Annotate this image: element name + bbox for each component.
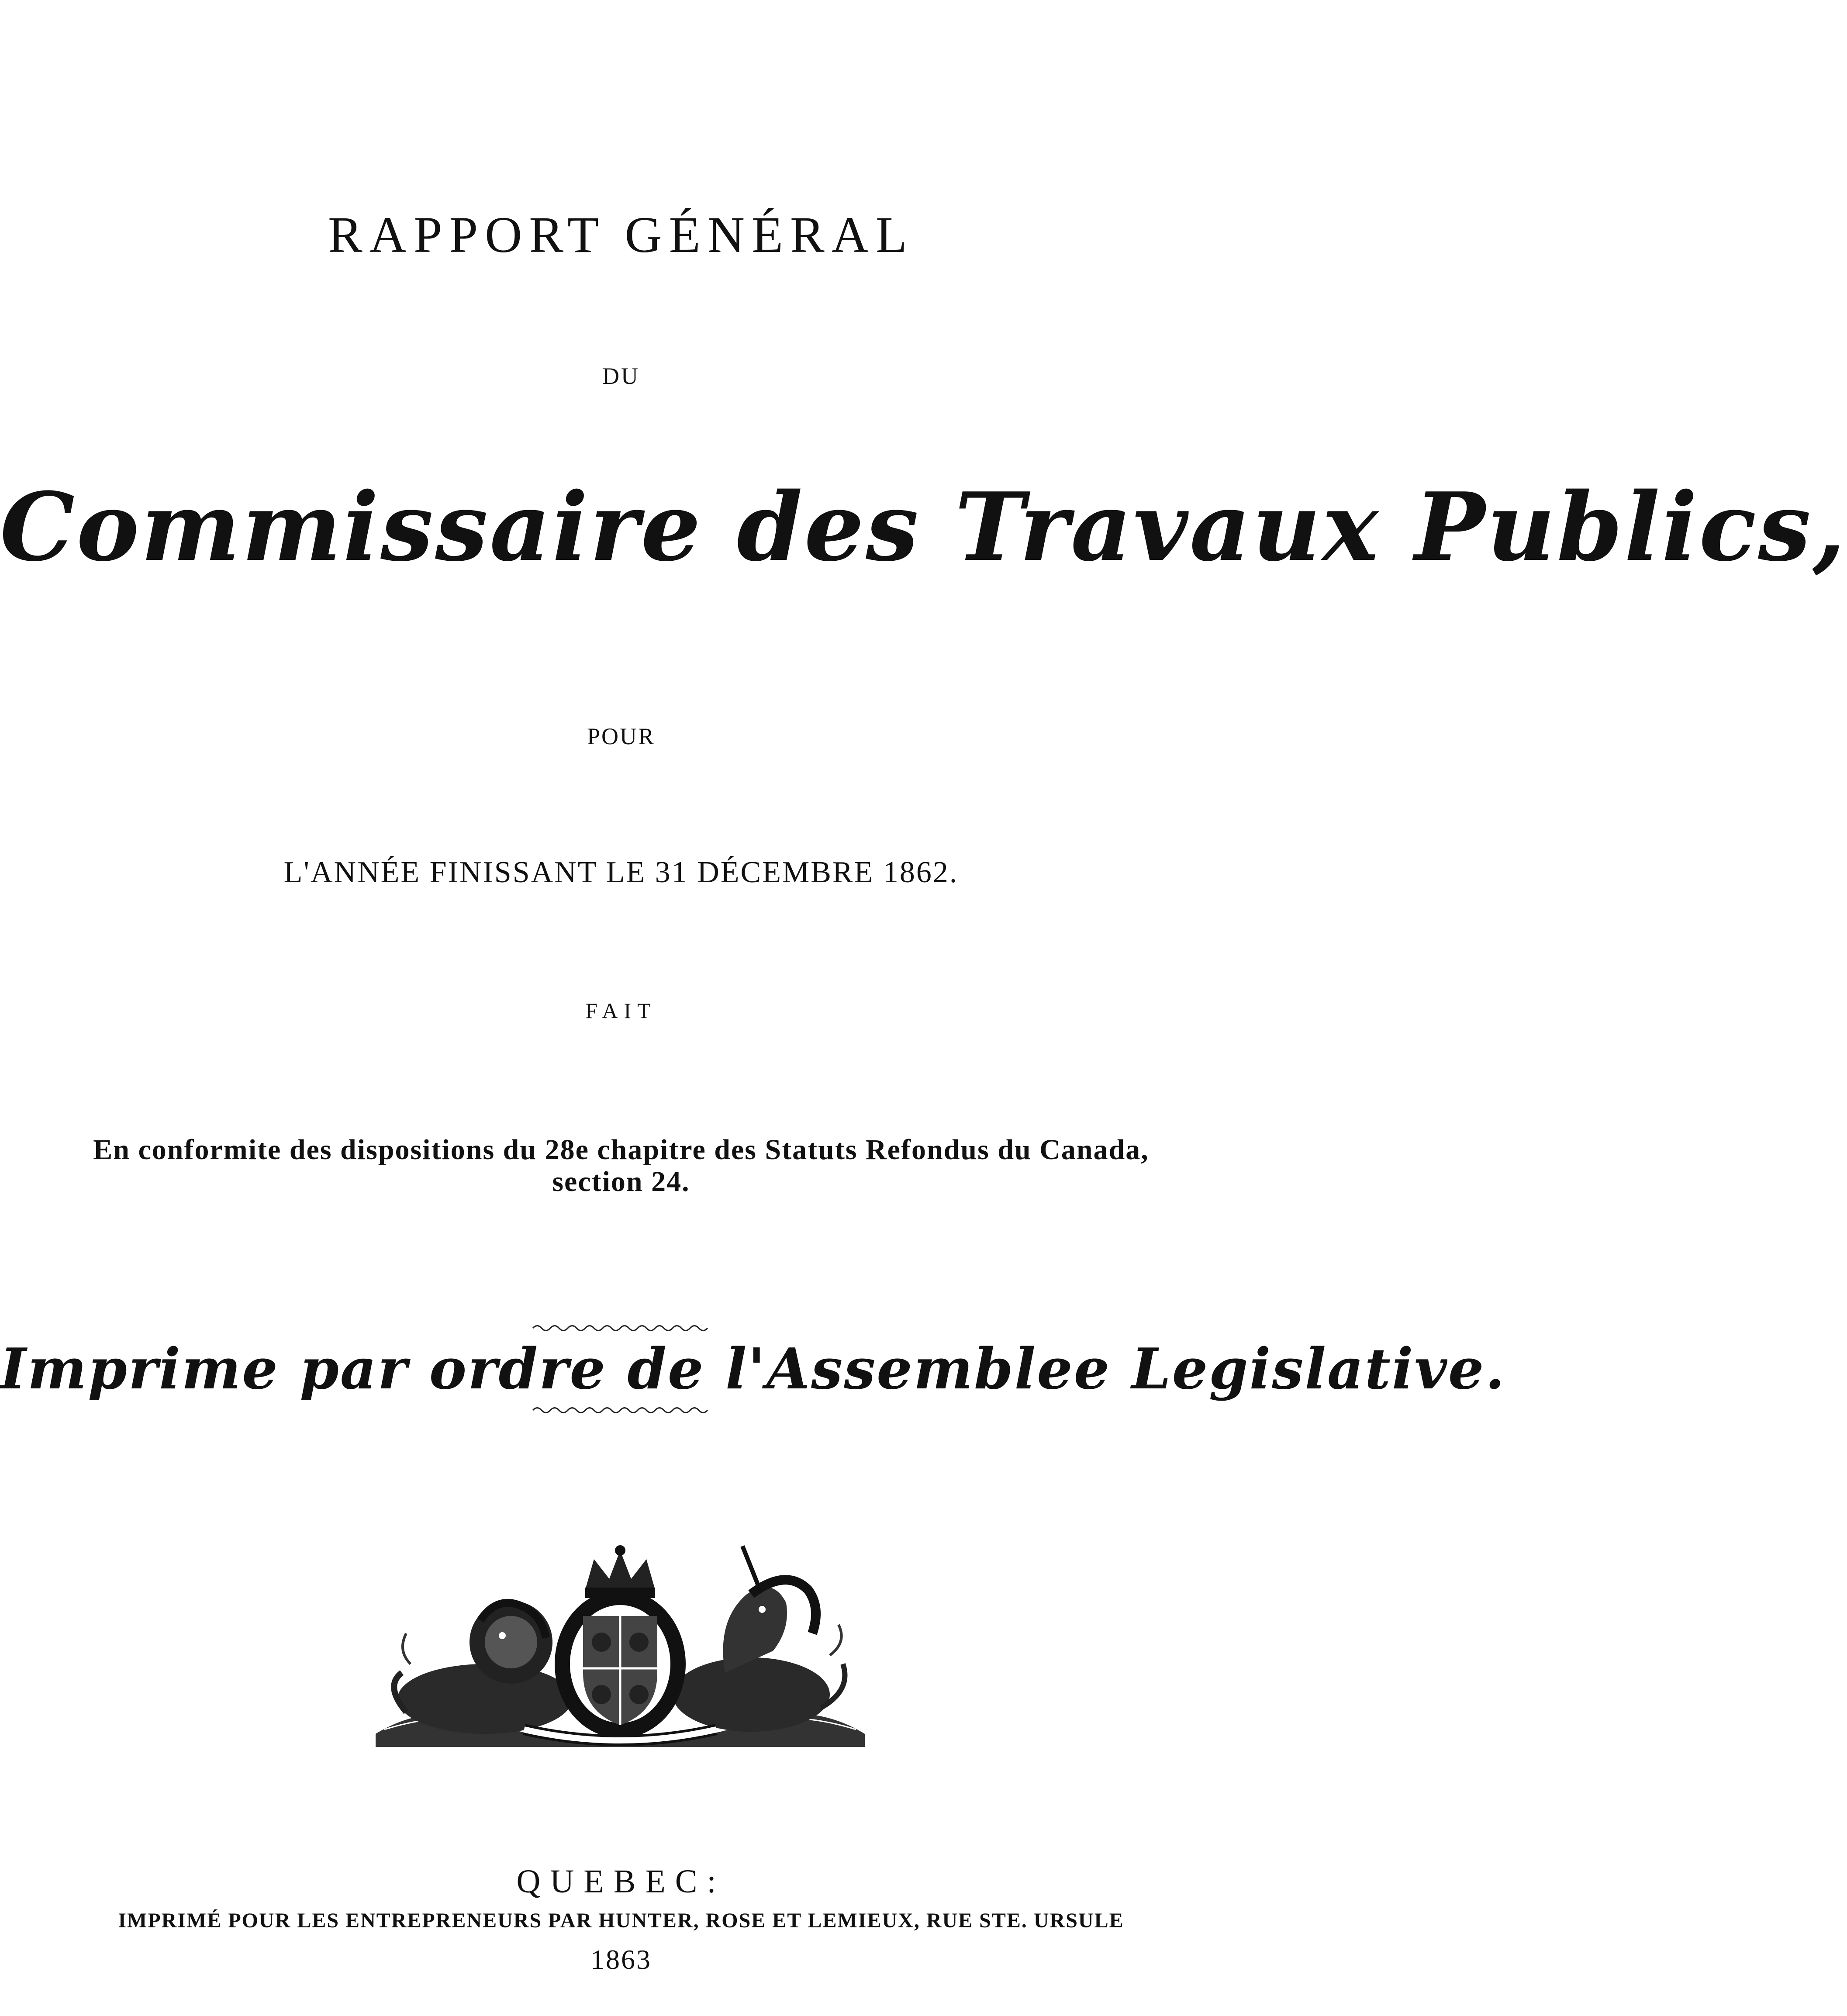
year-ending-line: L'ANNÉE FINISSANT LE 31 DÉCEMBRE 1862. (283, 856, 959, 889)
wavy-rule-bottom (533, 1405, 708, 1415)
title-connector-du: DU (602, 363, 640, 389)
wavy-rule-top (533, 1323, 708, 1333)
statute-section-line: section 24. (552, 1166, 690, 1198)
commissioner-heading: Commissaire des Travaux Publics, (0, 472, 1847, 582)
imprint-city: QUEBEC: (516, 1863, 726, 1900)
statute-reference-line: En conformite des dispositions du 28e chapitre des Statuts Refondus du Canada, (93, 1134, 1149, 1166)
title-connector-pour: POUR (587, 723, 656, 749)
imprint-year: 1863 (590, 1944, 652, 1975)
title-connector-fait: FAIT (585, 998, 657, 1023)
report-title: RAPPORT GÉNÉRAL (328, 206, 915, 263)
royal-coat-of-arms-icon (367, 1542, 873, 1751)
imprint-printer-line: IMPRIMÉ POUR LES ENTREPRENEURS PAR HUNTER, ROSE ET LEMIEUX, RUE STE. URSULE (118, 1909, 1124, 1932)
printed-by-order-line: Imprime par ordre de l'Assemblee Legislative. (0, 1336, 1506, 1402)
